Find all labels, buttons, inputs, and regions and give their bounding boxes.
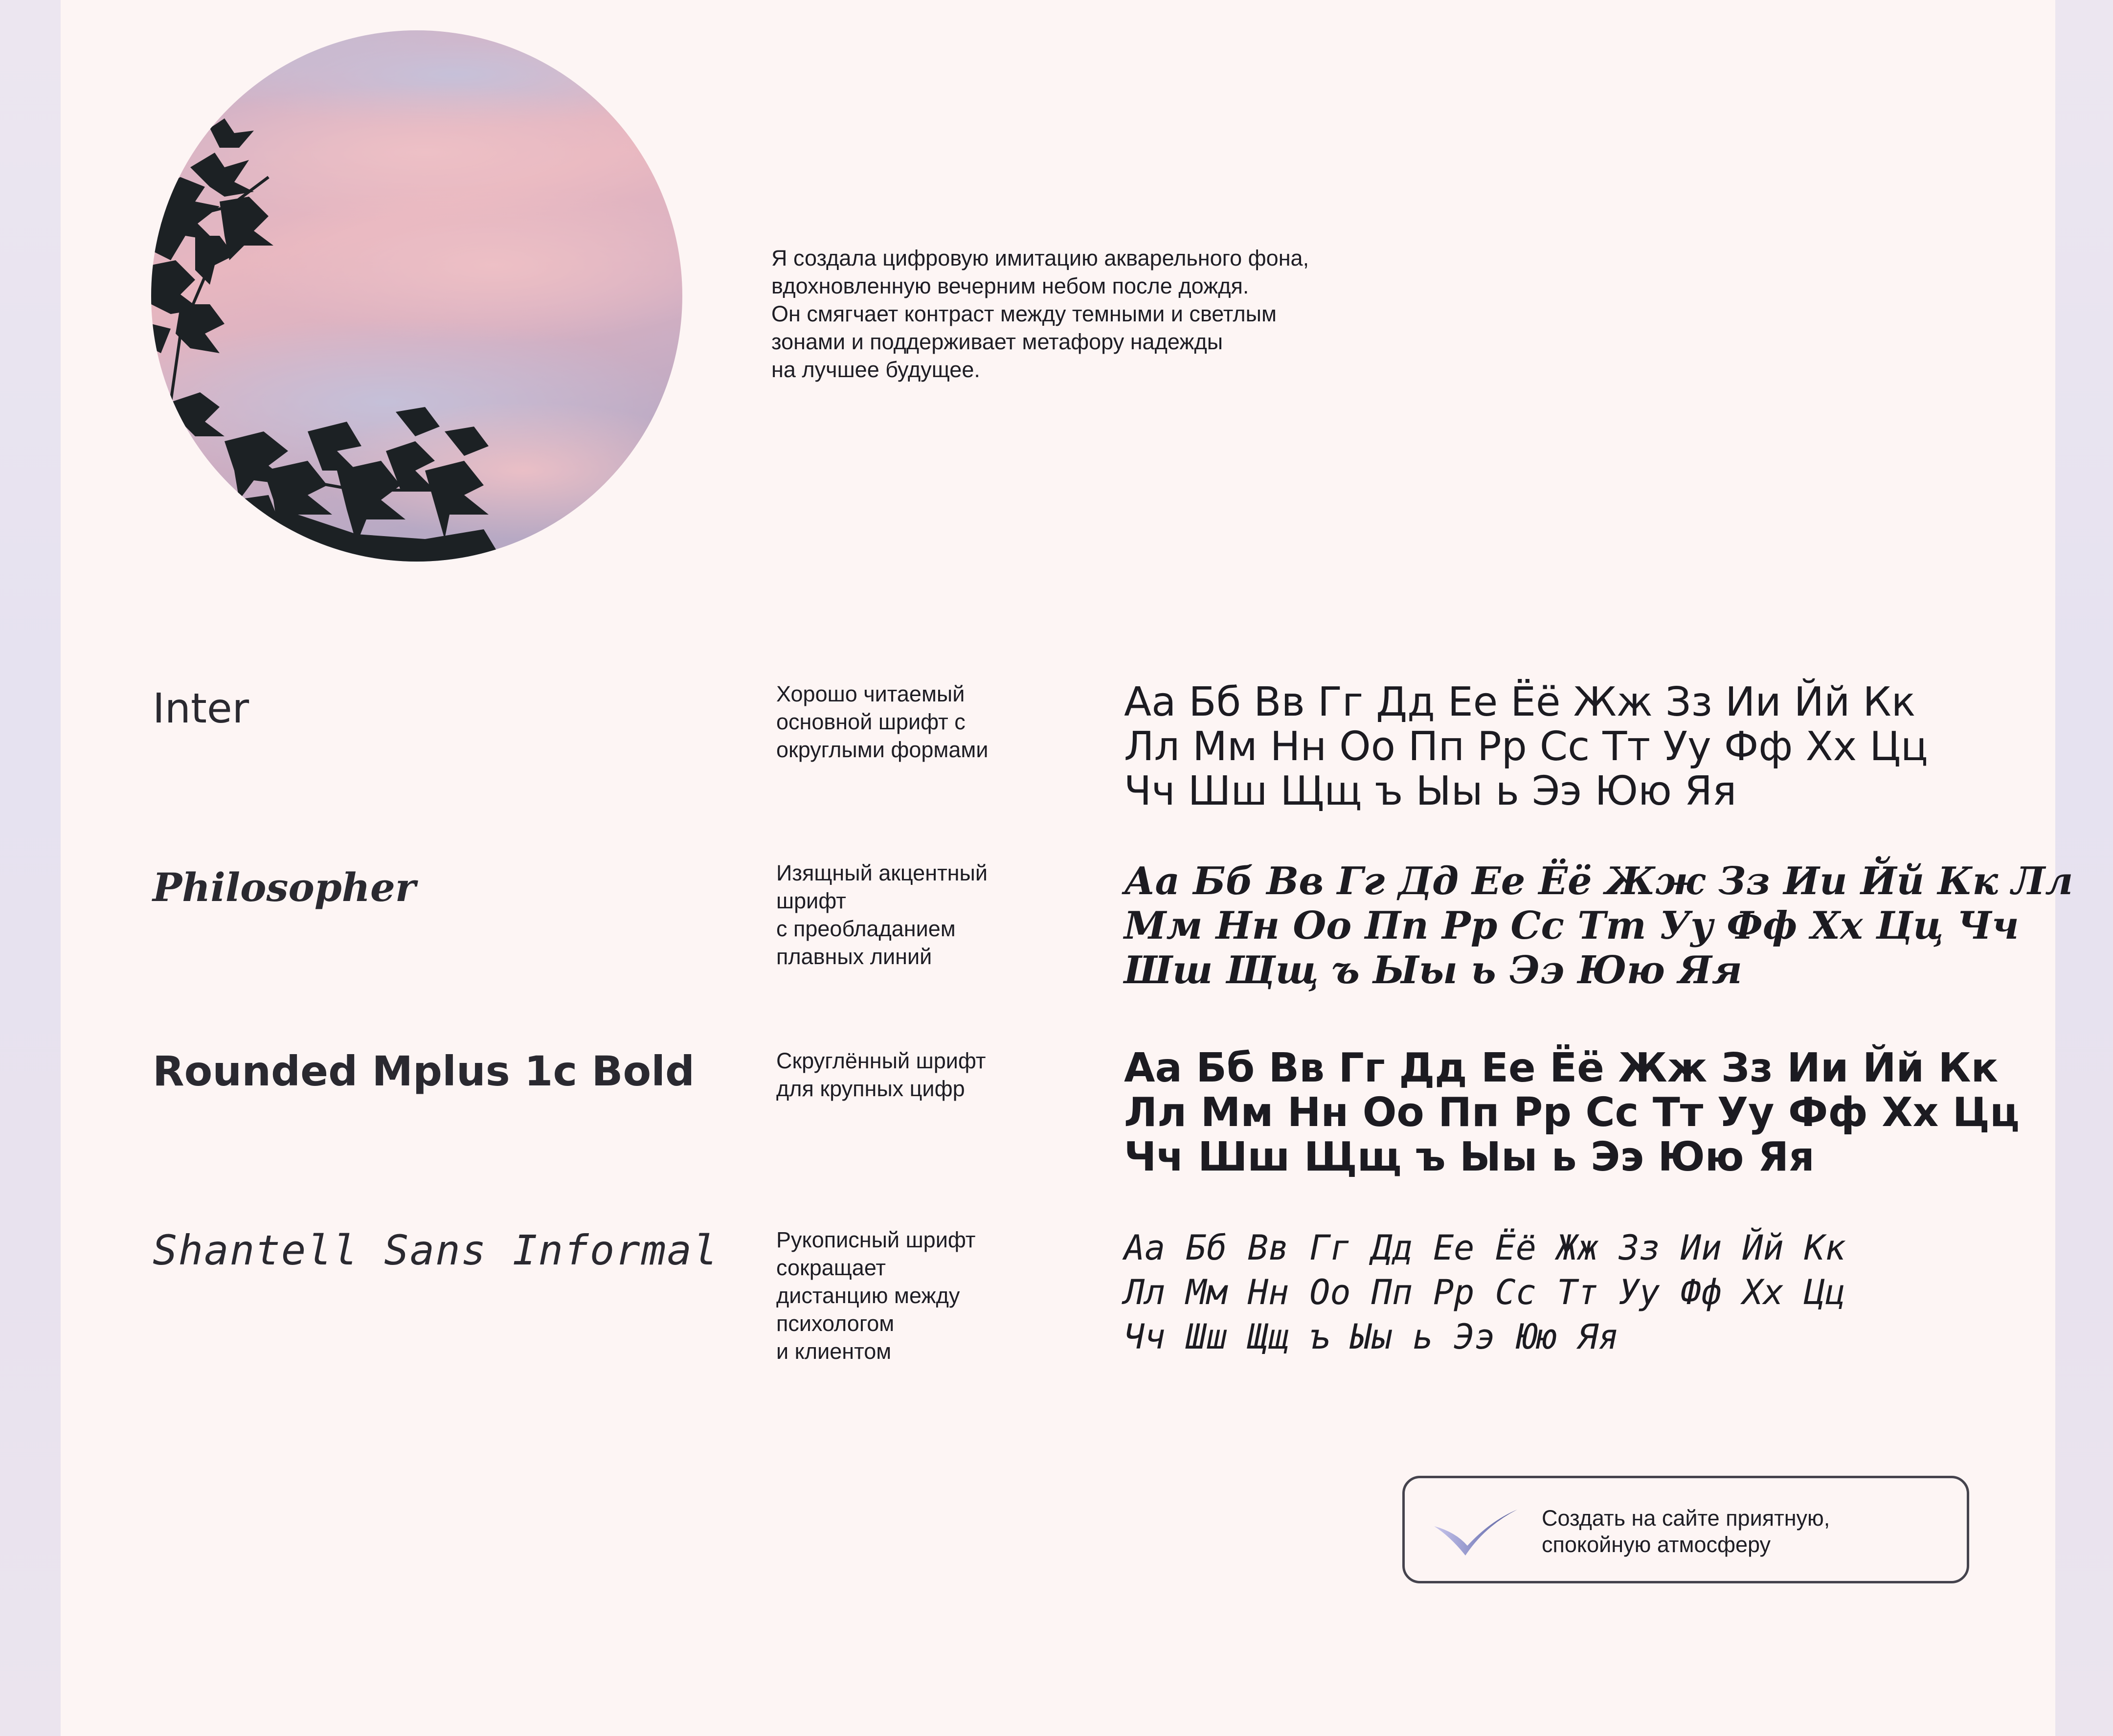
font-sample-line: Чч Шш Щщ ъ Ыы ь Ээ Юю Яя [1124,1134,1815,1180]
font-description-line: Хорошо читаемый [776,681,965,706]
goal-text-line: спокойную атмосферу [1542,1532,1771,1557]
font-sample-line: Аа Бб Вв Гг Дд Ее Ёё Жж Зз Ии Йй Кк [1124,1045,1999,1091]
font-description-line: с преобладанием [776,916,956,941]
font-description-line: основной шрифт с [776,709,966,734]
intro-text [771,244,1432,383]
intro-line: зонами и поддерживает метафору надежды [771,329,1223,354]
sky-photo [151,30,682,562]
font-sample-line: Лл Мм Нн Оо Пп Рр Сс Тт Уу Фф Хх Цц [1124,723,1928,770]
font-sample [1124,680,2014,813]
font-sample-line: Чч Шш Щщ ъ Ыы ь Ээ Юю Яя [1124,768,1737,814]
goal-card [1402,1476,1969,1583]
font-sample-line: Лл Мм Нн Оо Пп Рр Сс Тт Уу Фф Хх Цц [1124,1089,2020,1136]
font-name: Rounded Mplus 1c Bold [153,1047,695,1095]
font-name: Inter [153,684,249,732]
font-description-line: психологом [776,1311,895,1336]
font-sample-line: Аа Бб Вв Гг Дд Ее Ёё Жж Зз Ии Йй Кк Лл [1124,859,2073,903]
intro-line: на лучшее будущее. [771,357,980,382]
goal-text-line: Создать на сайте приятную, [1542,1506,1830,1531]
font-description-line: и клиентом [776,1339,892,1364]
font-description [776,1047,1050,1103]
goal-text [1542,1505,1953,1558]
font-description [776,859,1050,970]
font-description [776,680,1050,764]
font-sample-line: Аа Бб Вв Гг Дд Ее Ёё Жж Зз Ии Йй Кк [1124,679,1916,725]
font-description-line: Рукописный шрифт [776,1227,976,1252]
font-sample [1124,859,2073,992]
font-sample-line: Шш Щщ ъ Ыы ь Ээ Юю Яя [1124,948,1742,992]
sky-leaves-image [151,30,682,562]
font-sample-line: Мм Нн Оо Пп Рр Сс Тт Уу Фф Хх Цц Чч [1124,903,2019,948]
intro-line: Он смягчает контраст между темными и светлым [771,301,1277,326]
font-sample [1124,1045,2020,1180]
font-description-line: Скруглённый шрифт [776,1048,986,1073]
font-sample-line: Лл Мм Нн Оо Пп Рр Сс Тт Уу Фф Хх Цц [1124,1272,1846,1312]
font-description-line: Изящный акцентный [776,860,988,885]
font-description-line: округлыми формами [776,737,989,762]
font-description-line: сокращает [776,1255,886,1280]
font-description-line: дистанцию между [776,1283,960,1308]
font-description [776,1226,1050,1365]
intro-line: вдохновленную вечерним небом после дождя. [771,273,1249,298]
intro-line: Я создала цифровую имитацию акварельного фона, [771,246,1309,271]
moodboard-sheet [61,0,2073,1736]
font-sample [1124,1226,2014,1359]
font-description-line: для крупных цифр [776,1076,965,1101]
font-name: Shantell Sans Informal [153,1226,719,1274]
font-description-line: плавных линий [776,944,932,969]
checkmark-icon [1431,1507,1519,1560]
font-sample-line: Чч Шш Щщ ъ Ыы ь Ээ Юю Яя [1124,1317,1619,1357]
font-sample-line: Аа Бб Вв Гг Дд Ее Ёё Жж Зз Ии Йй Кк [1124,1228,1846,1268]
font-name: Philosopher [153,864,416,910]
font-description-line: шрифт [776,888,846,913]
